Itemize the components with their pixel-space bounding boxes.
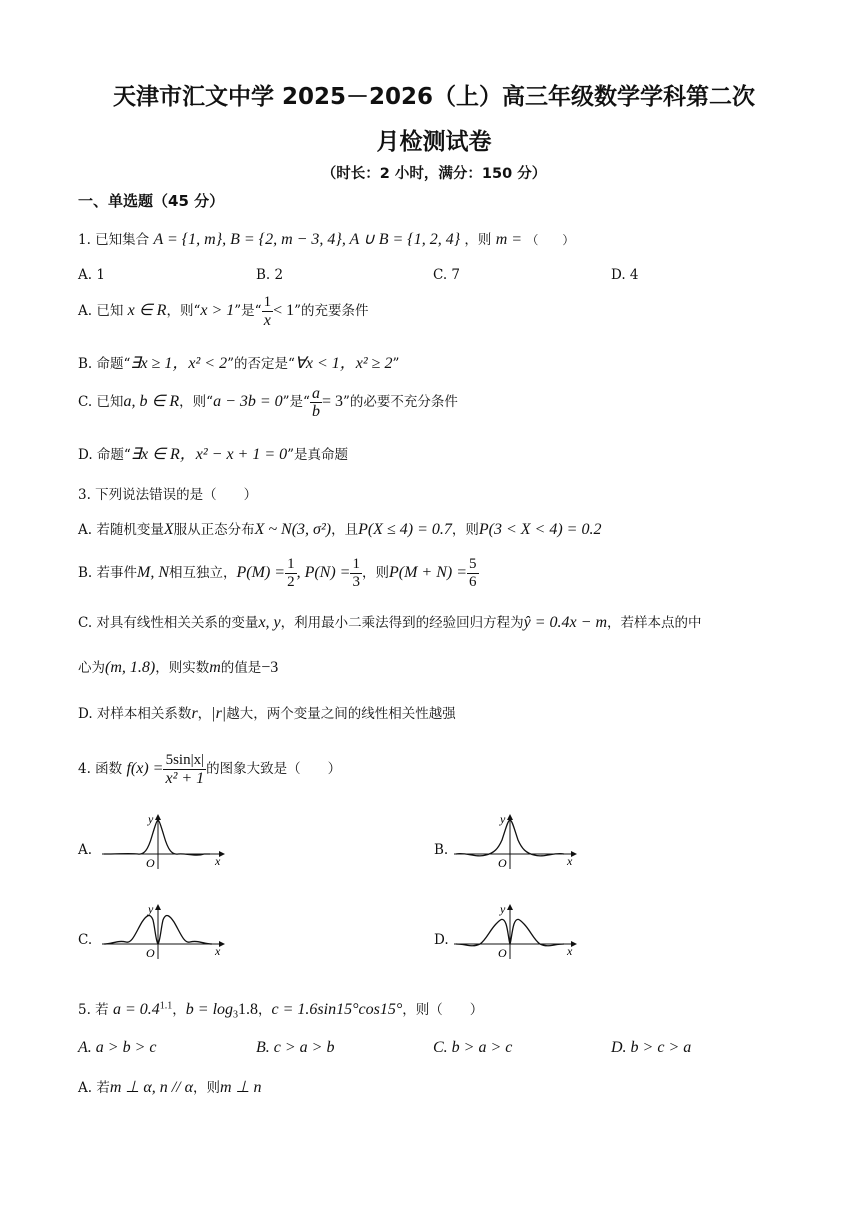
q1-var: m =	[495, 231, 523, 248]
q3-stem: 3. 下列说法错误的是（ ）	[78, 487, 258, 503]
graph-option-c	[100, 902, 228, 960]
graph-option-d	[452, 902, 580, 960]
q1-option-c: C. 7	[433, 267, 461, 283]
svg-text:y: y	[500, 902, 506, 916]
section-heading: 一、单选题（45 分）	[78, 192, 225, 210]
fraction: $\frac{1}{2}$	[287, 556, 295, 590]
svg-text:x: x	[567, 944, 573, 958]
q2-option-a: A. 已知 x ∈ R，则“x > 1”是“ $\frac{1}{x}$ < 1”的充要条件	[78, 294, 369, 329]
q1-option-d: D. 4	[611, 267, 639, 283]
q3-option-d: D. 对样本相关系数r，|r|越大，两个变量之间的线性相关性越强	[78, 705, 456, 722]
q5-stem: 5. 若 $a = 0.4^{1.1}$，$b = \log_31.8$，c = 1.6sin15°cos15°，则（ ）	[78, 1000, 484, 1021]
q1-paren: （ ）	[526, 233, 575, 247]
q3-option-a: A. 若随机变量X服从正态分布X ~ N(3, σ²)，且P(X ≤ 4) = 0.7，则P(3 < X < 4) = 0.2	[78, 521, 602, 538]
q4-option-a-label: A.	[78, 842, 93, 858]
fraction: $\frac{a}{b}$	[311, 385, 320, 420]
graph-option-a	[100, 812, 228, 870]
svg-text:O: O	[146, 856, 155, 870]
graph-option-b	[452, 812, 580, 870]
q1-stem	[78, 228, 574, 249]
svg-text:O: O	[498, 946, 507, 960]
svg-text:y: y	[500, 812, 506, 826]
svg-text:x: x	[215, 854, 221, 868]
exam-title-line1: 天津市汇文中学 2025－2026（上）高三年级数学学科第二次	[112, 84, 756, 110]
q4-option-c-label: C.	[78, 932, 93, 948]
q5-option-b: B. c > a > b	[256, 1039, 335, 1056]
q3-option-b: B. 若事件M, N相互独立，P(M) = $\frac{1}{2}$ , P(N) = $\frac{1}{3}$ ，则P(M + N) = $\frac{5}{6}$	[78, 556, 477, 590]
q1-option-b: B. 2	[256, 267, 284, 283]
svg-text:O: O	[146, 946, 155, 960]
q5-option-a: A. a > b > c	[78, 1039, 157, 1056]
svg-text:x: x	[567, 854, 573, 868]
q1-option-a: A. 1	[78, 267, 105, 283]
q1-suffix: ，则	[464, 232, 492, 248]
q5-option-d: D. b > c > a	[611, 1039, 692, 1056]
fraction: $\frac{5\sin|x|}{\text{x² + 1}}$	[165, 752, 205, 787]
exam-subtitle: （时长：2 小时，满分：150 分）	[321, 166, 547, 182]
q1-prefix: 1. 已知集合	[78, 232, 150, 248]
svg-text:y: y	[148, 812, 154, 826]
fraction: $\frac{1}{3}$	[352, 556, 360, 590]
q6-option-a: A. 若m ⊥ α, n // α，则m ⊥ n	[78, 1079, 262, 1096]
svg-text:O: O	[498, 856, 507, 870]
exam-title-line2: 月检测试卷	[376, 129, 492, 155]
svg-text:y: y	[148, 902, 154, 916]
fraction: $\frac{1}{x}$	[263, 294, 272, 329]
q2-option-c: C. 已知a, b ∈ R，则“a − 3b = 0”是“ $\frac{a}{b}$ = 3”的必要不充分条件	[78, 385, 458, 420]
svg-text:x: x	[215, 944, 221, 958]
q4-option-b-label: B.	[434, 842, 449, 858]
q4-stem: 4. 函数 f(x) = $\frac{5\sin|x|}{\text{x² + 1}}$ 的图象大致是（ ）	[78, 752, 342, 787]
q2-option-d: D. 命题“∃x ∈ R，x² − x + 1 = 0”是真命题	[78, 446, 349, 463]
q1-math: A = {1, m}, B = {2, m − 3, 4}, A ∪ B = {1, 2, 4}	[153, 231, 461, 248]
q3-option-c-line2: 心为(m, 1.8)，则实数m的值是−3	[78, 659, 279, 676]
q3-option-c-line1: C. 对具有线性相关关系的变量x, y，利用最小二乘法得到的经验回归方程为ŷ = 0.4x − m，若样本点的中	[78, 614, 702, 631]
q5-option-c: C. b > a > c	[433, 1039, 513, 1056]
fraction: $\frac{5}{6}$	[469, 556, 477, 590]
q2-option-b: B. 命题“∃x ≥ 1，x² < 2”的否定是“∀x < 1，x² ≥ 2”	[78, 355, 400, 372]
q4-option-d-label: D.	[434, 932, 449, 948]
